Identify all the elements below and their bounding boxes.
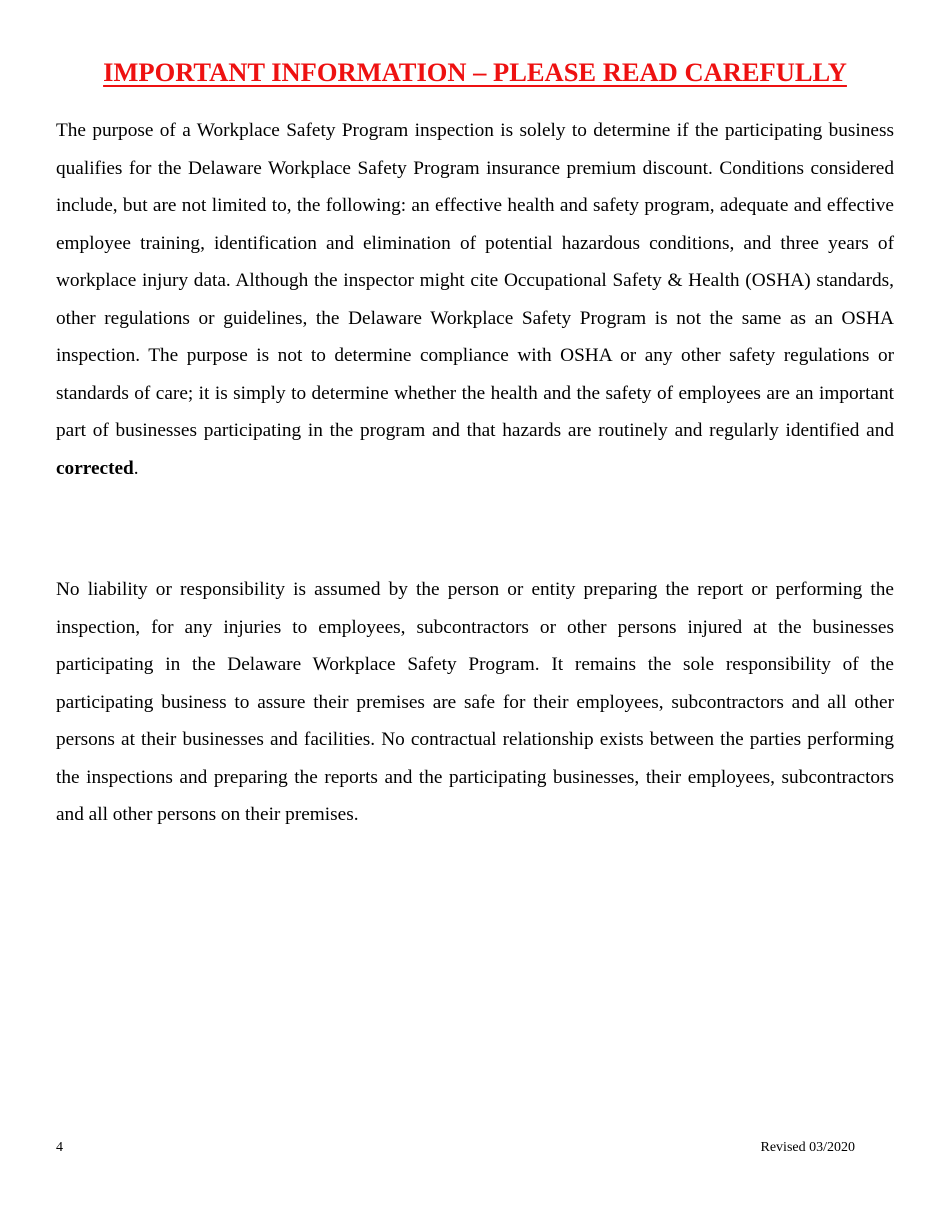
page-number: 4: [56, 1140, 63, 1155]
purpose-paragraph-text: The purpose of a Workplace Safety Program inspection is solely to determine if the participating business qualifies for the Delaware Workplace Safety Program insurance premium discount. Conditions considered include, but are not limited to, the following: an effective health and safety program, adequate and effective employee training, identification and elimination of potential hazardous conditions, and three years of workplace injury data. Although the inspector might cite Occupational Safety & Health (OSHA) standards, other regulations or guidelines, the Delaware Workplace Safety Program is not the same as an OSHA inspection. The purpose is not to determine compliance with OSHA or any other safety regulations or standards of care; it is simply to determine whether the health and the safety of employees are an important part of businesses participating in the program and that hazards are routinely and regularly identified and: [56, 120, 894, 441]
page-title: IMPORTANT INFORMATION – PLEASE READ CAREFULLY: [103, 57, 847, 87]
purpose-paragraph-end: .: [133, 457, 139, 479]
revision-date: Revised 03/2020: [760, 1140, 855, 1155]
purpose-paragraph: [56, 112, 894, 487]
corrected-emphasis: corrected: [56, 457, 134, 479]
liability-paragraph: No liability or responsibility is assumed by the person or entity preparing the report or performing the inspection, for any injuries to employees, subcontractors or other persons injured at the businesses participating in the Delaware Workplace Safety Program. It remains the sole responsibility of the participating business to assure their premises are safe for their employees, subcontractors and all other persons at their businesses and facilities. No contractual relationship exists between the parties performing the inspections and preparing the reports and the participating businesses, their employees, subcontractors and all other persons on their premises.: [56, 579, 894, 825]
